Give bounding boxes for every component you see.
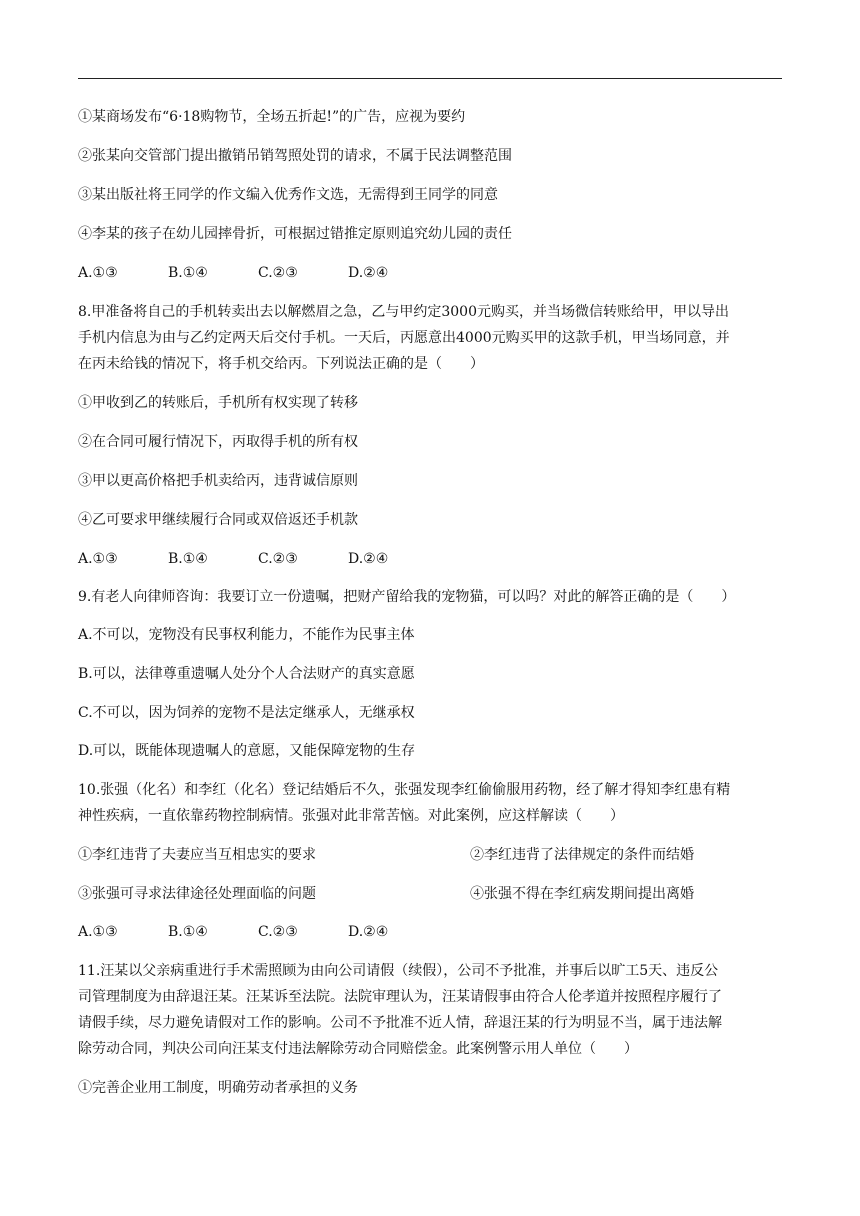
q8-choices <box>78 550 438 568</box>
q8-choice-c: C.②③ <box>258 551 298 567</box>
q7-item-3: ③某出版社将王同学的作文编入优秀作文选，无需得到王同学的同意 <box>78 187 498 203</box>
q7-item-2: ②张某向交管部门提出撤销吊销驾照处罚的请求，不属于民法调整范围 <box>78 148 512 164</box>
q11-stem-line-4: 除劳动合同，判决公司向汪某支付违法解除劳动合同赔偿金。此案例警示用人单位（ ） <box>78 1041 638 1057</box>
q10-choices <box>78 923 438 941</box>
q8-item-4: ④乙可要求甲继续履行合同或双倍返还手机款 <box>78 512 358 528</box>
q11-stem-line-1: 11.汪某以父亲病重进行手术需照顾为由向公司请假（续假），公司不予批准，并事后以旷工5天、违反公 <box>78 963 719 979</box>
q7-choice-b: B.①④ <box>168 265 208 281</box>
q11-stem-line-3: 请假手续，尽力避免请假对工作的影响。公司不予批准不近人情，辞退汪某的行为明显不当，属于违法解 <box>78 1015 722 1031</box>
q10-choice-a: A.①③ <box>78 924 118 940</box>
q8-item-2: ②在合同可履行情况下，丙取得手机的所有权 <box>78 434 358 450</box>
q7-choice-d: D.②④ <box>348 265 389 281</box>
q8-stem-line-2: 手机内信息为由与乙约定两天后交付手机。一天后，丙愿意出4000元购买甲的这款手机，甲当场同意，并 <box>78 330 730 346</box>
q9-option-c: C.不可以，因为饲养的宠物不是法定继承人，无继承权 <box>78 705 415 721</box>
q7-item-4: ④李某的孩子在幼儿园摔骨折，可根据过错推定原则追究幼儿园的责任 <box>78 226 512 242</box>
q9-option-a: A.不可以，宠物没有民事权利能力，不能作为民事主体 <box>78 627 415 643</box>
q7-choices <box>78 264 438 282</box>
q8-choice-a: A.①③ <box>78 551 118 567</box>
q9-option-d: D.可以，既能体现遗嘱人的意愿，又能保障宠物的生存 <box>78 743 416 759</box>
q10-choice-c: C.②③ <box>258 924 298 940</box>
q8-stem-line-1: 8.甲准备将自己的手机转卖出去以解燃眉之急，乙与甲约定3000元购买，并当场微信转账给甲，甲以导出 <box>78 304 729 320</box>
q7-item-1: ①某商场发布“6·18购物节，全场五折起!”的广告，应视为要约 <box>78 109 466 125</box>
q10-items-row-1 <box>78 846 694 864</box>
q10-item-4: ④张强不得在李红病发期间提出离婚 <box>470 886 694 902</box>
header-rule <box>78 78 782 79</box>
q8-choice-b: B.①④ <box>168 551 208 567</box>
q8-item-3: ③甲以更高价格把手机卖给丙，违背诚信原则 <box>78 473 358 489</box>
q10-item-1: ①李红违背了夫妻应当互相忠实的要求 <box>78 847 316 863</box>
q11-stem-line-2: 司管理制度为由辞退汪某。汪某诉至法院。法院审理认为，汪某请假事由符合人伦孝道并按照程序履行了 <box>78 989 722 1005</box>
q10-stem-line-1: 10.张强（化名）和李红（化名）登记结婚后不久，张强发现李红偷偷服用药物，经了解才得知李红患有精 <box>78 782 731 798</box>
q10-item-2: ②李红违背了法律规定的条件而结婚 <box>470 847 694 863</box>
q7-choice-a: A.①③ <box>78 265 118 281</box>
q8-choice-d: D.②④ <box>348 551 389 567</box>
q11-item-1: ①完善企业用工制度，明确劳动者承担的义务 <box>78 1080 358 1096</box>
q8-item-1: ①甲收到乙的转账后，手机所有权实现了转移 <box>78 395 358 411</box>
q10-item-3: ③张强可寻求法律途径处理面临的问题 <box>78 886 316 902</box>
q9-stem: 9.有老人向律师咨询：我要订立一份遗嘱，把财产留给我的宠物猫，可以吗？对此的解答正确的是（ ） <box>78 589 736 605</box>
q10-choice-b: B.①④ <box>168 924 208 940</box>
q7-choice-c: C.②③ <box>258 265 298 281</box>
q10-stem-line-2: 神性疾病，一直依靠药物控制病情。张强对此非常苦恼。对此案例，应这样解读（ ） <box>78 808 624 824</box>
q10-choice-d: D.②④ <box>348 924 389 940</box>
q8-stem-line-3: 在丙未给钱的情况下，将手机交给丙。下列说法正确的是（ ） <box>78 356 484 372</box>
q10-items-row-2 <box>78 885 694 903</box>
q9-option-b: B.可以，法律尊重遗嘱人处分个人合法财产的真实意愿 <box>78 666 415 682</box>
